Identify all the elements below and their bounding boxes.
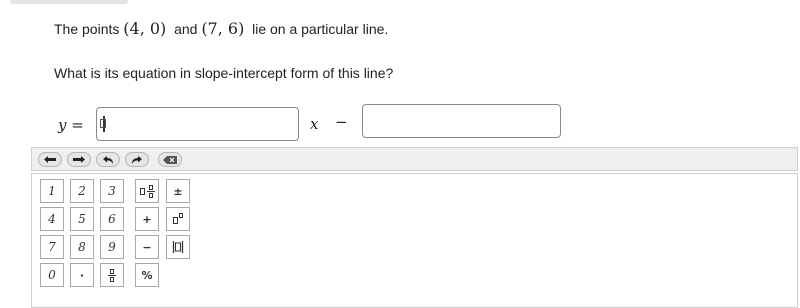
key-7[interactable]: 7 — [40, 235, 64, 259]
minus-operator: − — [335, 113, 348, 131]
x-label: x — [310, 115, 319, 133]
key-5[interactable]: 5 — [70, 207, 94, 231]
point-2: (7, 6) — [201, 19, 245, 38]
question-and: and — [174, 21, 198, 37]
key-percent[interactable]: % — [135, 263, 159, 287]
question-line-1 — [54, 18, 388, 40]
key-plus-minus[interactable]: ± — [166, 179, 190, 203]
fraction-icon[interactable] — [100, 263, 124, 287]
key-2[interactable]: 2 — [70, 179, 94, 203]
key-8[interactable]: 8 — [70, 235, 94, 259]
key-4[interactable]: 4 — [40, 207, 64, 231]
key-3[interactable]: 3 — [100, 179, 124, 203]
top-tab-strip — [10, 0, 128, 4]
arrow-left-icon[interactable] — [38, 152, 62, 167]
mixed-fraction-icon[interactable] — [135, 179, 159, 203]
key-6[interactable]: 6 — [100, 207, 124, 231]
slope-answer-field[interactable] — [96, 107, 299, 141]
question-suffix: lie on a particular line. — [252, 21, 389, 37]
y-equals-label: y = — [58, 116, 84, 134]
key-0[interactable]: 0 — [40, 263, 64, 287]
intercept-answer-field[interactable] — [362, 104, 561, 138]
key-minus[interactable]: − — [135, 235, 159, 259]
input-placeholder-box — [100, 119, 106, 128]
point-1: (4, 0) — [123, 19, 167, 38]
key-9[interactable]: 9 — [100, 235, 124, 259]
math-keypad — [31, 173, 798, 308]
arrow-right-icon[interactable] — [67, 152, 91, 167]
question-prefix: The points — [54, 21, 120, 37]
key-decimal[interactable]: · — [70, 263, 94, 287]
redo-icon[interactable] — [125, 152, 149, 167]
undo-icon[interactable] — [96, 152, 120, 167]
math-toolbar — [31, 147, 798, 171]
question-prompt: What is its equation in slope-intercept form of this line? — [54, 65, 394, 81]
exponent-icon[interactable] — [166, 207, 190, 231]
absolute-value-icon[interactable] — [166, 235, 190, 259]
key-plus[interactable]: + — [135, 207, 159, 231]
key-1[interactable]: 1 — [40, 179, 64, 203]
backspace-icon[interactable] — [158, 152, 182, 167]
